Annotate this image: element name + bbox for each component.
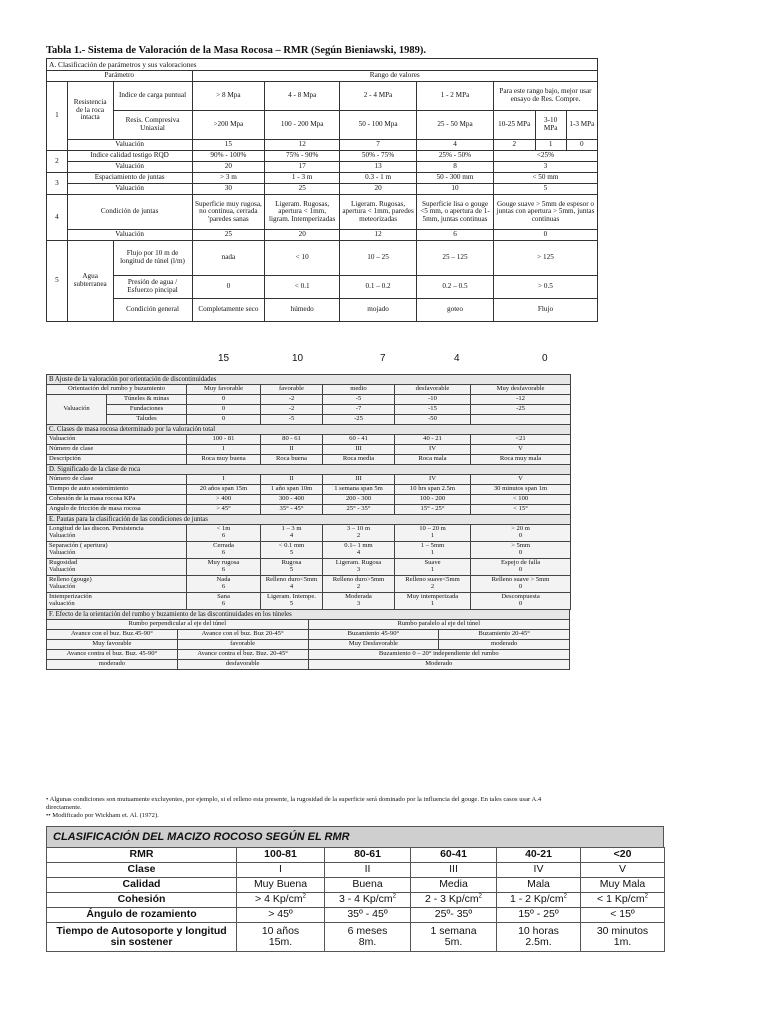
cell: Sana 6 xyxy=(187,593,261,610)
cell: Angulo de fricción de masa rocosa xyxy=(47,505,187,515)
cell: >200 Mpa xyxy=(192,111,265,140)
cell: Longitud de las discon. Persistencia Valuación xyxy=(47,525,187,542)
cell: Rumbo perpendicular al eje del túnel xyxy=(47,620,309,630)
cell: 200 - 300 xyxy=(323,495,395,505)
cell: 1-3 MPa xyxy=(566,111,597,140)
cell-text: 1 - 2 Kp/cm xyxy=(509,893,564,906)
rmr-summary-table xyxy=(46,826,664,952)
table-a-grid xyxy=(46,58,598,322)
cell: 10 hrs span 2.5m xyxy=(395,485,471,495)
cell: 0.2 – 0.5 xyxy=(417,276,494,299)
cell: Número de clase xyxy=(47,475,187,485)
cell: nada xyxy=(192,241,265,276)
bottom-value: 0 xyxy=(542,353,548,364)
bottom-value: 4 xyxy=(454,353,460,364)
cell: 25º- 35º xyxy=(411,908,497,923)
cell: 10 años 15m. xyxy=(237,923,325,952)
cell: Avance con el buz. Buz.45-90° xyxy=(47,630,178,640)
cell: 0 xyxy=(187,405,261,415)
cell: < 10 xyxy=(265,241,340,276)
cell: < 100 xyxy=(471,495,571,505)
cell: moderado xyxy=(47,660,178,670)
cell: Superficie muy rugosa, no continua, cerrada 'paredes sanas xyxy=(192,195,265,230)
cell: 50 - 300 mm xyxy=(417,173,494,184)
cell: Túneles & minas xyxy=(107,395,187,405)
cell: IV xyxy=(395,445,471,455)
cell: Relleno duro>5mm 2 xyxy=(323,576,395,593)
cell: 1 – 5mm 1 xyxy=(395,542,471,559)
section-e: E. Pautas para la clasificación de las condiciones de juntas xyxy=(47,515,571,525)
cell: Muy Buena xyxy=(237,878,325,893)
cell: Avance con el buz. Buz 20-45° xyxy=(177,630,308,640)
table-b-f xyxy=(46,374,570,670)
cell: 15° - 25° xyxy=(395,505,471,515)
cell: Muy intemperizada 1 xyxy=(395,593,471,610)
superscript: 2 xyxy=(302,893,306,900)
table-a xyxy=(46,44,598,322)
cell: Muy Desfavorable xyxy=(308,640,439,650)
cell: 100-81 xyxy=(237,848,325,863)
cell: 1 año span 10m xyxy=(261,485,323,495)
cell: Muy desfavorable xyxy=(471,385,571,395)
cell: 0 xyxy=(187,415,261,425)
cell: > 400 xyxy=(187,495,261,505)
cell: 20 xyxy=(265,230,340,241)
cell: Relleno suave > 5mm 0 xyxy=(471,576,571,593)
cell: 12 xyxy=(265,140,340,151)
cell: III xyxy=(411,863,497,878)
cell xyxy=(325,893,411,908)
footnote: • Algunas condiciones son mutuamente excluyentes, por ejemplo, si el relleno esta presente, la rugosidad de la superficie será dominado por la influencia del gouge. En tales casos usar A.4 directamente. xyxy=(46,796,542,811)
cell: 25 xyxy=(192,230,265,241)
row-num: 5 xyxy=(47,241,68,322)
cell: Descompuesta 0 xyxy=(471,593,571,610)
cell: -12 xyxy=(471,395,571,405)
cell: 35º - 45º xyxy=(325,908,411,923)
cell: Roca muy mala xyxy=(471,455,571,465)
cell: III xyxy=(323,445,395,455)
cell: 30 xyxy=(192,184,265,195)
cell: I xyxy=(187,475,261,485)
cell: Gouge suave > 5mm de espesor o juntas con apertura > 5mm, juntas continuas xyxy=(493,195,597,230)
cell: 100 - 200 Mpa xyxy=(265,111,340,140)
cell: -7 xyxy=(323,405,395,415)
cell: desfavorable xyxy=(395,385,471,395)
cell: 25 – 125 xyxy=(417,241,494,276)
cell: -2 xyxy=(261,395,323,405)
superscript: 2 xyxy=(392,893,397,900)
cell: 25 - 50 Mpa xyxy=(417,111,494,140)
cell: 15º - 25º xyxy=(497,908,581,923)
param-header: Parámetro xyxy=(47,71,193,82)
cell: -10 xyxy=(395,395,471,405)
cell: 25 xyxy=(265,184,340,195)
row-num: 1 xyxy=(47,82,68,151)
cell: Buzamiento 45-90° xyxy=(308,630,439,640)
cell: Buzamiento 20-45° xyxy=(439,630,570,640)
cell: Nada 6 xyxy=(187,576,261,593)
cell: Ligeram. Rugosas, apertura < 1mm, ligram. Intemperizadas xyxy=(265,195,340,230)
cell: < 0.1 mm 5 xyxy=(261,542,323,559)
rmr-grid xyxy=(46,847,665,952)
cell: < 50 mm xyxy=(493,173,597,184)
cell: Para este rango bajo, mejor usar ensayo de Res. Compre. xyxy=(493,82,597,111)
cell: 20 xyxy=(192,162,265,173)
cell: III xyxy=(323,475,395,485)
cell: -25 xyxy=(323,415,395,425)
cell: V xyxy=(581,863,665,878)
cell: < 15º xyxy=(581,908,665,923)
bottom-values xyxy=(46,353,598,367)
cell: -2 xyxy=(261,405,323,415)
cell: 25° - 35° xyxy=(323,505,395,515)
cell: Cohesión xyxy=(47,893,237,908)
cell: goteo xyxy=(417,299,494,322)
cell: Relleno duro<5mm 4 xyxy=(261,576,323,593)
cell: 40-21 xyxy=(497,848,581,863)
superscript: 2 xyxy=(563,893,568,900)
cell: > 3 m xyxy=(192,173,265,184)
row-label: Indice calidad testigo RQD xyxy=(67,151,192,162)
cell: 10 horas 2.5m. xyxy=(497,923,581,952)
cell xyxy=(237,893,325,908)
cell: 10 xyxy=(417,184,494,195)
cell: Fundaciones xyxy=(107,405,187,415)
superscript: 2 xyxy=(478,893,483,900)
cell: < 0.1 xyxy=(265,276,340,299)
cell: Tiempo de Autosoporte y longitud sin sostener xyxy=(47,923,237,952)
cell: > 45° xyxy=(187,505,261,515)
cell: > 45º xyxy=(237,908,325,923)
cell: IV xyxy=(395,475,471,485)
cell: 2 - 4 MPa xyxy=(340,82,417,111)
table-b-grid xyxy=(46,374,571,610)
cell: Taludes xyxy=(107,415,187,425)
cell: I xyxy=(187,445,261,455)
cell: 80-61 xyxy=(325,848,411,863)
cell: 10-25 MPa xyxy=(493,111,535,140)
cell: -50 xyxy=(395,415,471,425)
bottom-value: 7 xyxy=(380,353,386,364)
cell: Espejo de falla 0 xyxy=(471,559,571,576)
row-label: Espaciamiento de juntas xyxy=(67,173,192,184)
cell: Ángulo de rozamiento xyxy=(47,908,237,923)
cell: <21 xyxy=(471,435,571,445)
cell: 1 - 2 MPa xyxy=(417,82,494,111)
cell: Muy Mala xyxy=(581,878,665,893)
cell: <25% xyxy=(493,151,597,162)
cell: Roca mala xyxy=(395,455,471,465)
cell: 90% - 100% xyxy=(192,151,265,162)
table-f-grid xyxy=(46,609,570,670)
table-a-title: Tabla 1.- Sistema de Valoración de la Masa Rocosa – RMR (Según Bieniawski, 1989). xyxy=(46,45,426,56)
cell: IV xyxy=(497,863,581,878)
cell: Intemperización valuación xyxy=(47,593,187,610)
cell: Rumbo paralelo al eje del túnel xyxy=(308,620,570,630)
cell: Roca muy buena xyxy=(187,455,261,465)
cell: -15 xyxy=(395,405,471,415)
cell: Separación ( apertura) Valuación xyxy=(47,542,187,559)
cell: <20 xyxy=(581,848,665,863)
cell xyxy=(581,893,665,908)
cell: 3 – 10 m 2 xyxy=(323,525,395,542)
cell: 20 xyxy=(340,184,417,195)
row-num: 3 xyxy=(47,173,68,195)
range-header: Rango de valores xyxy=(192,71,597,82)
cell: Roca media xyxy=(323,455,395,465)
superscript: 2 xyxy=(644,893,648,900)
cell: 30 minutos span 1m xyxy=(471,485,571,495)
cell: 0.3 - 1 m xyxy=(340,173,417,184)
cell: 25% - 50% xyxy=(417,151,494,162)
section-d: D. Significado de la clase de roca xyxy=(47,465,571,475)
cell: Moderada 3 xyxy=(323,593,395,610)
row-sublabel: Presión de agua / Esfuerzo pincipal xyxy=(113,276,192,299)
row-sublabel: Flujo por 10 m de longitud de túnel (l/m) xyxy=(113,241,192,276)
cell: 17 xyxy=(265,162,340,173)
rmr-table-title: CLASIFICACIÓN DEL MACIZO ROCOSO SEGÚN EL RMR xyxy=(46,826,664,848)
cell: Valuación xyxy=(47,435,187,445)
cell: Clase xyxy=(47,863,237,878)
cell: Moderado xyxy=(308,660,570,670)
cell: Relleno (gouge) Valuación xyxy=(47,576,187,593)
cell: 3 xyxy=(493,162,597,173)
cell: Descripción xyxy=(47,455,187,465)
cell: II xyxy=(261,475,323,485)
row-label: Resistencia de la roca intacta xyxy=(67,82,113,140)
cell: favorable xyxy=(261,385,323,395)
cell: 60-41 xyxy=(411,848,497,863)
row-sublabel: Indice de carga puntual xyxy=(113,82,192,111)
cell: -5 xyxy=(323,395,395,405)
cell: 50% - 75% xyxy=(340,151,417,162)
cell: > 8 Mpa xyxy=(192,82,265,111)
cell: Superficie lisa o gouge <5 mm, o apertura de 1-5mm, juntas continuas xyxy=(417,195,494,230)
cell: 0 xyxy=(566,140,597,151)
cell: 1 - 3 m xyxy=(265,173,340,184)
valuation-label: Valuación xyxy=(67,184,192,195)
cell-text: > 4 Kp/cm xyxy=(255,893,303,906)
cell: Buzamiento 0 – 20° independiente del rumbo xyxy=(308,650,570,660)
cell: > 0.5 xyxy=(493,276,597,299)
cell: Rugosa 5 xyxy=(261,559,323,576)
cell: Ligeram. Intempe. 5 xyxy=(261,593,323,610)
bottom-value: 10 xyxy=(292,353,304,364)
cell: mojado xyxy=(340,299,417,322)
footnotes xyxy=(46,796,570,820)
cell: Cohesión de la masa rocosa KPa xyxy=(47,495,187,505)
cell: RMR xyxy=(47,848,237,863)
cell: II xyxy=(325,863,411,878)
row-label: Condición de juntas xyxy=(67,195,192,230)
cell: 13 xyxy=(340,162,417,173)
cell: 20 años span 15m xyxy=(187,485,261,495)
cell: 6 xyxy=(417,230,494,241)
cell: 12 xyxy=(340,230,417,241)
cell: Muy favorable xyxy=(47,640,178,650)
valuation-label: Valuación xyxy=(67,230,192,241)
cell: desfavorable xyxy=(177,660,308,670)
cell: 0.1– 1 mm 4 xyxy=(323,542,395,559)
cell: moderado xyxy=(439,640,570,650)
section-f: F. Efecto de la orientación del rumbo y buzamiento de las discontinuidades en los túneles xyxy=(47,610,570,620)
cell: < 15° xyxy=(471,505,571,515)
cell: Mala xyxy=(497,878,581,893)
cell: > 20 m 0 xyxy=(471,525,571,542)
cell: Número de clase xyxy=(47,445,187,455)
cell: Relleno suave<5mm 2 xyxy=(395,576,471,593)
cell: 3-10 MPa xyxy=(535,111,566,140)
cell: 10 – 20 m 1 xyxy=(395,525,471,542)
cell: 50 - 100 Mpa xyxy=(340,111,417,140)
valuation-label: Valuación xyxy=(67,162,192,173)
cell: 4 - 8 Mpa xyxy=(265,82,340,111)
cell: 15 xyxy=(192,140,265,151)
cell: 1 semana span 5m xyxy=(323,485,395,495)
cell: Valuación xyxy=(47,395,107,425)
cell: Roca buena xyxy=(261,455,323,465)
row-label: Agua subterranea xyxy=(67,241,113,322)
cell: 1 – 3 m 4 xyxy=(261,525,323,542)
cell: 8 xyxy=(417,162,494,173)
cell: 60 - 41 xyxy=(323,435,395,445)
cell: < 1m 6 xyxy=(187,525,261,542)
cell: Ligeram. Rugosas, apertura < 1mm, paredes meteorizadas xyxy=(340,195,417,230)
cell: 0 xyxy=(493,230,597,241)
cell: Avance contra el buz. Buz. 45-90° xyxy=(47,650,178,660)
cell: 10 – 25 xyxy=(340,241,417,276)
cell: 4 xyxy=(417,140,494,151)
cell: medio xyxy=(323,385,395,395)
table-a-section: A. Clasificación de parámetros y sus valoraciones xyxy=(47,59,598,71)
cell-text: < 1 Kp/cm xyxy=(597,893,645,906)
cell: 100 - 81 xyxy=(187,435,261,445)
cell: Tiempo de auto sostenimiento xyxy=(47,485,187,495)
cell: 5 xyxy=(493,184,597,195)
cell: Completamente seco xyxy=(192,299,265,322)
cell: 1 semana 5m. xyxy=(411,923,497,952)
row-sublabel: Condición general xyxy=(113,299,192,322)
cell-text: 3 - 4 Kp/cm xyxy=(338,893,393,906)
cell: 35° - 45° xyxy=(261,505,323,515)
cell: 40 - 21 xyxy=(395,435,471,445)
cell: 2 xyxy=(493,140,535,151)
cell: 30 minutos 1m. xyxy=(581,923,665,952)
cell: 7 xyxy=(340,140,417,151)
cell: 1 xyxy=(535,140,566,151)
cell: Rugosidad Valuación xyxy=(47,559,187,576)
row-num: 2 xyxy=(47,151,68,173)
cell: Muy favorable xyxy=(187,385,261,395)
section-b: B Ajuste de la valoración por orientación de discontinuidades xyxy=(47,375,571,385)
cell: Cerrada 6 xyxy=(187,542,261,559)
cell: 75% - 90% xyxy=(265,151,340,162)
cell: Suave 1 xyxy=(395,559,471,576)
section-c: C. Clases de masa rocosa determinado por la valoración total xyxy=(47,425,571,435)
cell: Orientación del rumbo y buzamiento xyxy=(47,385,187,395)
cell: Buena xyxy=(325,878,411,893)
row-sublabel: Resis. Compresiva Uniaxial xyxy=(113,111,192,140)
cell: Calidad xyxy=(47,878,237,893)
cell: húmedo xyxy=(265,299,340,322)
cell: Ligeram. Rugosa 3 xyxy=(323,559,395,576)
cell: Muy rugosa 6 xyxy=(187,559,261,576)
cell: 80 - 61 xyxy=(261,435,323,445)
cell: > 125 xyxy=(493,241,597,276)
cell xyxy=(471,415,571,425)
footnote: •• Modificado por Wickham et. Al. (1972). xyxy=(46,812,159,819)
cell xyxy=(497,893,581,908)
cell xyxy=(411,893,497,908)
cell: 6 meses 8m. xyxy=(325,923,411,952)
cell: 0 xyxy=(192,276,265,299)
cell: I xyxy=(237,863,325,878)
cell: Avance contra el buz. Buz. 20-45° xyxy=(177,650,308,660)
cell: 300 - 400 xyxy=(261,495,323,505)
cell: V xyxy=(471,475,571,485)
cell: V xyxy=(471,445,571,455)
cell: -5 xyxy=(261,415,323,425)
cell: > 5mm 0 xyxy=(471,542,571,559)
cell: II xyxy=(261,445,323,455)
cell: 0.1 – 0.2 xyxy=(340,276,417,299)
valuation-label: Valuación xyxy=(67,140,192,151)
cell-text: 2 - 3 Kp/cm xyxy=(424,893,479,906)
cell: -25 xyxy=(471,405,571,415)
cell: Media xyxy=(411,878,497,893)
bottom-value: 15 xyxy=(218,353,230,364)
cell: Flujo xyxy=(493,299,597,322)
cell: favorable xyxy=(177,640,308,650)
cell: 100 - 200 xyxy=(395,495,471,505)
cell: 0 xyxy=(187,395,261,405)
row-num: 4 xyxy=(47,195,68,241)
